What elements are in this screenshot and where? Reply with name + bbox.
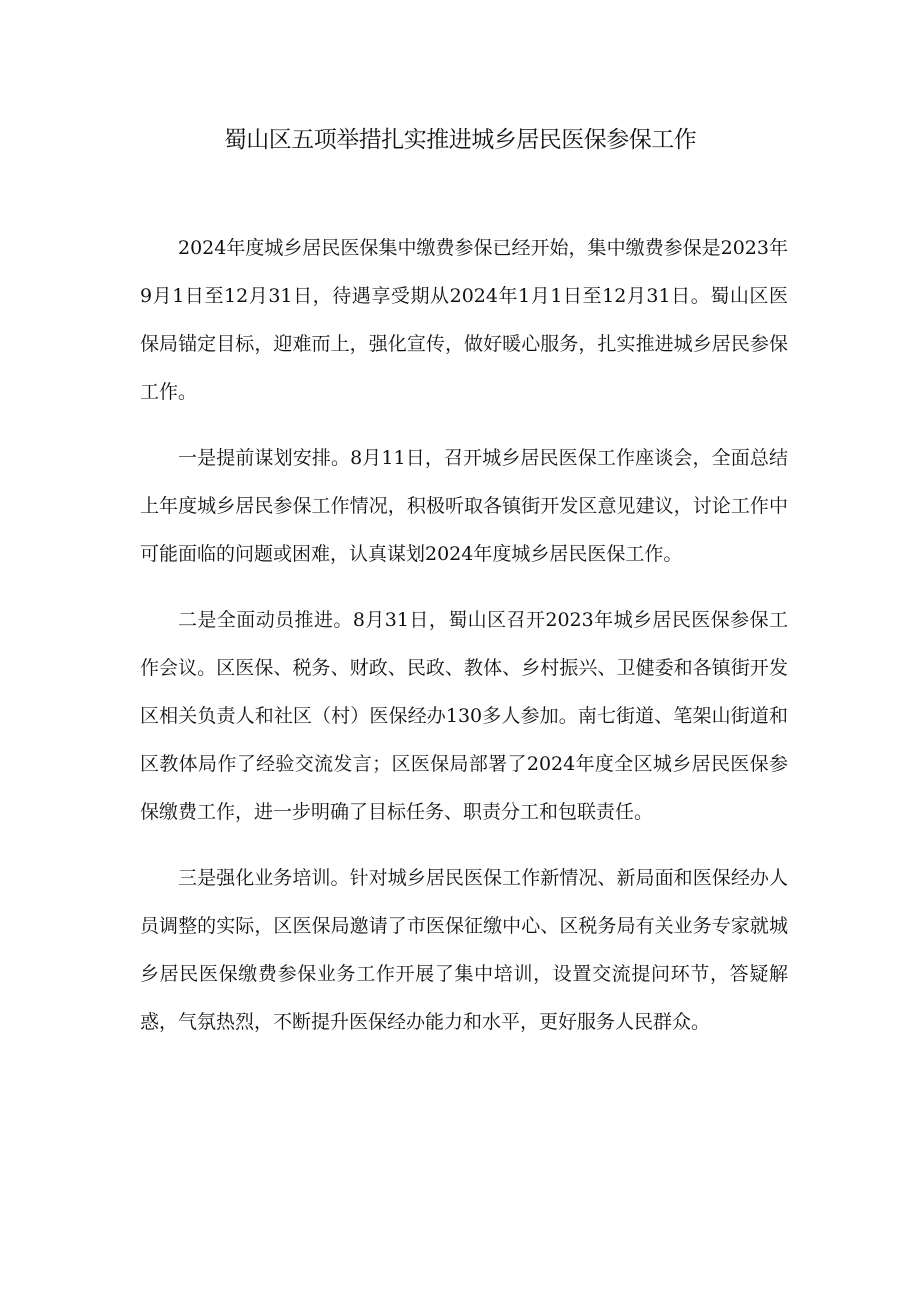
document-body [140, 224, 788, 1064]
paragraph-measure-3: 三是强化业务培训。针对城乡居民医保工作新情况、新局面和医保经办人员调整的实际，区医保局邀请了市医保征缴中心、区税务局有关业务专家就城乡居民医保缴费参保业务工作开展了集中培训，设置交流提问环节，答疑解惑，气氛热烈，不断提升医保经办能力和水平，更好服务人民群众。 [140, 867, 788, 1033]
paragraph-measure-2: 二是全面动员推进。8月31日，蜀山区召开2023年城乡居民医保参保工作会议。区医保、税务、财政、民政、教体、乡村振兴、卫健委和各镇街开发区相关负责人和社区（村）医保经办130多人参加。南七街道、笔架山街道和区教体局作了经验交流发言；区医保局部署了2024年度全区城乡居民医保参保缴费工作，进一步明确了目标任务、职责分工和包联责任。 [140, 609, 788, 823]
document-title: 蜀山区五项举措扎实推进城乡居民医保参保工作 [223, 127, 697, 153]
paragraph-intro: 2024年度城乡居民医保集中缴费参保已经开始，集中缴费参保是2023年9月1日至12月31日，待遇享受期从2024年1月1日至12月31日。蜀山区医保局锚定目标，迎难而上，强化宣传，做好暖心服务，扎实推进城乡居民参保工作。 [140, 237, 788, 403]
paragraph-measure-1: 一是提前谋划安排。8月11日，召开城乡居民医保工作座谈会，全面总结上年度城乡居民参保工作情况，积极听取各镇街开发区意见建议，讨论工作中可能面临的问题或困难，认真谋划2024年度城乡居民医保工作。 [140, 447, 788, 565]
